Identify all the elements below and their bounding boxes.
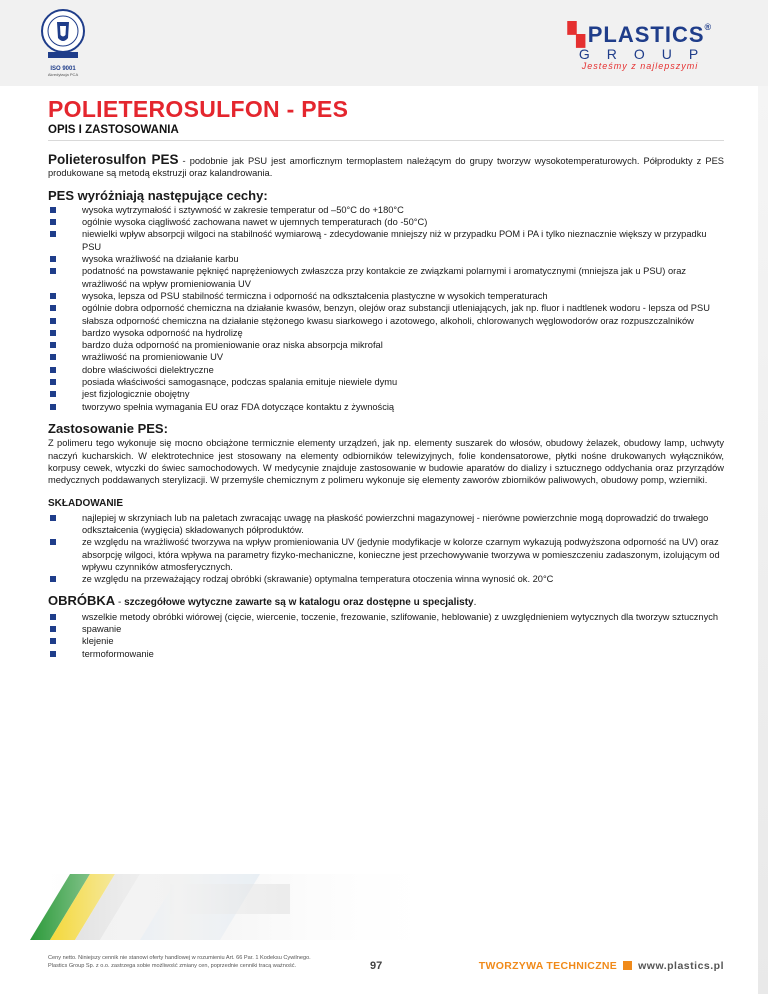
list-item: podatność na powstawanie pęknięć naprężeniowych zwłaszcza przy kontakcie ze związkami polarnymi i aromatycznymi (mniejsza jak u PSU) oraz wrażliwość na wpływ promieniowania UV: [48, 265, 724, 290]
iso-seal-icon: [40, 8, 86, 60]
list-item: klejenie: [48, 635, 724, 647]
brand-mark-icon: ▚: [567, 22, 586, 47]
list-item: ze względu na wrażliwość tworzywa na wpływ promieniowania UV (jedynie modyfikacje w kolorze czarnym wykazują podwyższona odporność na UV) oraz absorpcję wilgoci, która wpływa na parametry fizyko-mechaniczne, konieczne jest przechowywanie tworzywa w pomieszczeniu zadaszonym, izolującym od wpływu czynników atmosferycznych.: [48, 536, 724, 573]
list-item: słabsza odporność chemiczna na działanie stężonego kwasu siarkowego i azotowego, alkoholi, chlorowanych węglowodorów oraz rozpuszczalników: [48, 315, 724, 327]
list-item: ze względu na przeważający rodzaj obróbki (skrawanie) optymalna temperatura otoczenia winna wynosić ok. 20°C: [48, 573, 724, 585]
list-item: ogólnie dobra odporność chemiczna na działanie kwasów, benzyn, olejów oraz substancji utleniających, jak np. fluor i nadtlenek wodoru - lepsza od PSU: [48, 302, 724, 314]
features-list: [48, 204, 724, 413]
iso-label: ISO 9001: [50, 66, 76, 72]
footer-disclaimer-line: Plastics Group Sp. z o.o. zastrzega sobie możliwość zmiany cen, poprzednie cenniki tracą ważność.: [48, 963, 297, 969]
main-content: [48, 154, 724, 660]
list-item: niewielki wpływ absorpcji wilgoci na stabilność wymiarową - zdecydowanie mniejszy niż w przypadku POM i PA i tylko nieznacznie większy w przypadku PSU: [48, 228, 724, 253]
footer-square-icon: [623, 961, 632, 970]
intro-material-name: Polieterosulfon PES: [48, 152, 179, 167]
list-item: jest fizjologicznie obojętny: [48, 388, 724, 400]
iso-sublabel: Akredytacja PCA: [47, 72, 79, 77]
intro-paragraph: [48, 154, 724, 180]
list-item: najlepiej w skrzyniach lub na paletach zwracając uwagę na płaskość powierzchni magazynowej - nierówne powierzchnie mogą doprowadzić do trwałego odkształcenia (wygięcia) składowanych półproduktów.: [48, 512, 724, 537]
brand-name-line: [560, 22, 720, 48]
processing-list: [48, 611, 724, 660]
title-divider: [48, 140, 724, 141]
footer-disclaimer-line: Ceny netto. Niniejszy cennik nie stanowi oferty handlowej w rozumieniu Art. 66 Par. 1 Kodeksu Cywilnego.: [48, 955, 311, 961]
features-heading: PES wyróżniają następujące cechy:: [48, 187, 268, 203]
processing-heading: [48, 592, 724, 609]
iso-certification-logo: [38, 8, 88, 77]
side-margin-strip: [758, 86, 768, 994]
decorative-photo-band: [0, 874, 768, 940]
plastic-sheets-image: [30, 874, 450, 940]
intro-text: - podobnie jak PSU jest amorficznym termoplastem należącym do grupy tworzyw wysokotemperaturowych. Półprodukty z PES produkowane są metodą ekstruzji oraz kalandrowania.: [48, 156, 724, 179]
list-item: dobre właściwości dielektryczne: [48, 364, 724, 376]
brand-registered-mark: ®: [704, 22, 713, 32]
list-item: wszelkie metody obróbki wiórowej (cięcie, wiercenie, toczenie, frezowanie, szlifowanie, heblowanie) z uwzględnieniem wytycznych dla tworzyw sztucznych: [48, 611, 724, 623]
list-item: tworzywo spełnia wymagania EU oraz FDA dotyczące kontaktu z żywnością: [48, 401, 724, 413]
brand-tagline: Jesteśmy z najlepszymi: [581, 61, 699, 71]
footer-disclaimer: [48, 954, 348, 970]
list-item: wysoka wytrzymałość i sztywność w zakresie temperatur od –50°C do +180°C: [48, 204, 724, 216]
page-subtitle: OPIS I ZASTOSOWANIA: [48, 124, 179, 136]
applications-heading: Zastosowanie PES:: [48, 420, 168, 436]
footer-right: [479, 960, 724, 972]
list-item: wysoka, lepsza od PSU stabilność termiczna i odporność na odkształcenia plastyczne w wysokich temperaturach: [48, 290, 724, 302]
storage-list: [48, 512, 724, 586]
footer-category: TWORZYWA TECHNICZNE: [478, 960, 618, 972]
list-item: bardzo duża odporność na promieniowanie oraz niska absorpcja mikrofal: [48, 339, 724, 351]
brand-group: GROUP: [578, 46, 716, 62]
page-title: POLIETEROSULFON - PES: [48, 96, 349, 122]
list-item: spawanie: [48, 623, 724, 635]
storage-heading: SKŁADOWANIE: [48, 498, 123, 510]
list-item: wrażliwość na promieniowanie UV: [48, 351, 724, 363]
processing-period: .: [473, 596, 477, 608]
list-item: wysoka wrażliwość na działanie karbu: [48, 253, 724, 265]
processing-note: szczegółowe wytyczne zawarte są w katalogu oraz dostępne u specjalisty: [124, 596, 474, 608]
brand-name: PLASTICS: [587, 22, 705, 47]
list-item: ogólnie wysoka ciągliwość zachowana nawet w ujemnych temperaturach (do -50°C): [48, 216, 724, 228]
list-item: bardzo wysoka odporność na hydrolizę: [48, 327, 724, 339]
applications-paragraph: Z polimeru tego wykonuje się mocno obciążone termicznie elementy urządzeń, jak np. elementy suszarek do włosów, obudowy żelazek, obudowy lamp, uchwyty naczyń kucharskich. W elektrotechnice jest stosowany na elementy odbiorników telewizyjnych, folie kondensatorowe, płytki nośne drukowanych wyłączników, korpusy cewek, wtyczki do świec samochodowych. W medycynie znajduje zastosowanie w budowie aparatów do dializy i sztucznego oddychania oraz przyrządów medycznych poddawanych sterylizacji. W przemyśle chemicznym z polimeru wykonuje się elementy zaworów zbiorników paliwowych, obudowy pomp, wzierniki.: [48, 438, 724, 486]
page-number: 97: [370, 960, 383, 972]
list-item: termoformowanie: [48, 648, 724, 660]
processing-dash: -: [115, 596, 125, 608]
plastics-group-logo: [560, 22, 720, 71]
processing-title: OBRÓBKA: [48, 592, 116, 608]
footer-website-link[interactable]: www.plastics.pl: [638, 960, 724, 972]
list-item: posiada właściwości samogasnące, podczas spalania emituje niewiele dymu: [48, 376, 724, 388]
